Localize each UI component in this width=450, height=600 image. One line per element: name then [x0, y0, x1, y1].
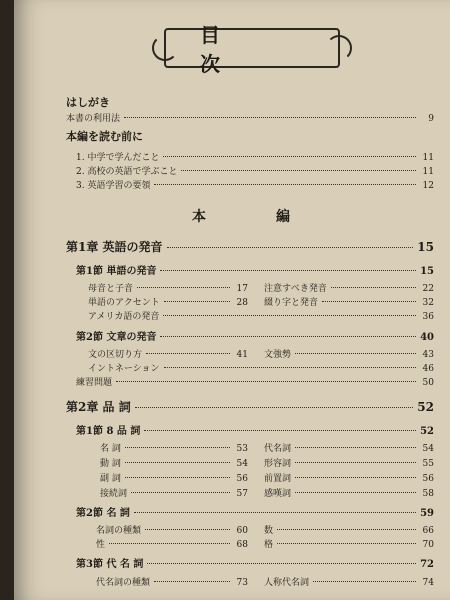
toc-entry-ch2-section-1: 第1節 8 品 詞 52	[76, 426, 434, 437]
honpen-heading-right: 編	[276, 209, 292, 225]
toc-entry-ch2-s1-item-2: 代名詞 54	[264, 444, 434, 454]
toc-entry-ch2-s1-item-7: 接続詞 57	[100, 489, 248, 499]
toc-entry-mae-3: 3. 英語学習の要領 12	[76, 181, 434, 191]
mae-heading: 本編を読む前に	[66, 130, 143, 143]
toc-entry-ch2-s2-item-2: 数 66	[264, 526, 434, 536]
honpen-heading-left: 本	[192, 209, 208, 225]
toc-entry-ch1-s2-item-4: 練習問題 50	[76, 378, 434, 388]
toc-entry-ch2-s1-item-4: 形容詞 55	[264, 459, 434, 469]
toc-entry-ch2-s3-item-2: 人称代名詞 74	[264, 578, 434, 588]
toc-entry-mae-1: 1. 中学で学んだこと 11	[76, 153, 434, 163]
toc-entry-ch2-s1-item-8: 感嘆詞 58	[264, 489, 434, 499]
toc-entry-mae-2: 2. 高校の英語で学ぶこと 11	[76, 167, 434, 177]
toc-entry-ch2-section-2: 第2節 名 詞 59	[76, 508, 434, 519]
toc-entry-riyouhou: 本書の利用法 9	[66, 114, 434, 124]
toc-entry-ch2-s2-item-1: 名詞の種類 60	[96, 526, 248, 536]
toc-entry-ch2-s2-item-4: 格 70	[264, 540, 434, 550]
toc-entry-chapter-2: 第2章 品 詞 52	[66, 400, 434, 414]
toc-entry-ch1-s1-item-5: アメリカ語の発音 36	[88, 312, 434, 322]
toc-entry-ch1-s1-item-1: 母音と子音 17	[88, 284, 248, 294]
toc-entry-ch1-s1-item-3: 単語のアクセント 28	[88, 298, 248, 308]
toc-entry-ch1-s1-item-2: 注意すべき発音 22	[264, 284, 434, 294]
toc-entry-ch1-s2-item-1: 文の区切り方 41	[88, 350, 248, 360]
toc-entry-ch1-section-2: 第2節 文章の発音 40	[76, 332, 434, 343]
toc-entry-ch2-s1-item-5: 副 詞 56	[100, 474, 248, 484]
toc-entry-ch2-s1-item-6: 前置詞 56	[264, 474, 434, 484]
toc-entry-ch2-section-3: 第3節 代 名 詞 72	[76, 559, 434, 570]
toc-entry-ch1-section-1: 第1節 単語の発音 15	[76, 266, 434, 277]
toc-title: 目 次	[164, 28, 340, 68]
toc-entry-ch1-s1-item-4: 綴り字と発音 32	[264, 298, 434, 308]
toc-entry-ch1-s2-item-3: イントネーション 46	[88, 364, 434, 374]
toc-entry-chapter-1: 第1章 英語の発音 15	[66, 240, 434, 254]
toc-entry-ch2-s3-item-1: 代名詞の種類 73	[96, 578, 248, 588]
toc-entry-ch2-s1-item-1: 名 詞 53	[100, 444, 248, 454]
toc-entry-ch1-s2-item-2: 文強勢 43	[264, 350, 434, 360]
hashigaki-heading: はしがき	[66, 96, 110, 109]
toc-entry-ch2-s1-item-3: 動 詞 54	[100, 459, 248, 469]
toc-page	[14, 0, 450, 600]
toc-entry-ch2-s2-item-3: 性 68	[96, 540, 248, 550]
